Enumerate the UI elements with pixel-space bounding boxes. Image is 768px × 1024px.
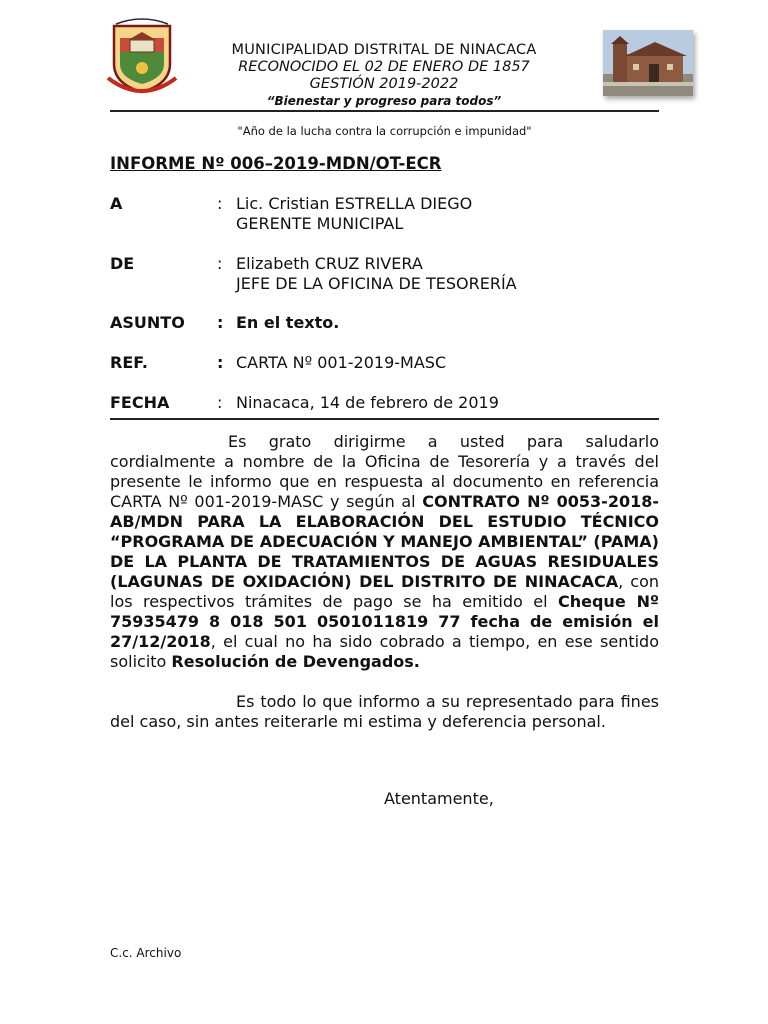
body-text-closing: Es todo lo que informo a su representado para fines del caso, sin antes reiterarle mi estima y deferencia personal. [110, 692, 659, 731]
body-divider [110, 418, 659, 420]
sender-colon: : [217, 254, 223, 273]
sender-position: JEFE DE LA OFICINA DE TESORERÍA [236, 274, 517, 293]
reference-value: CARTA Nº 001-2019-MASC [236, 353, 447, 372]
body-paragraph-1 [110, 432, 659, 672]
cheque-reference: Cheque Nº 75935479 8 018 501 0501011819 77 fecha de emisión el 27/12/2018 [110, 592, 659, 651]
report-title: INFORME Nº 006–2019-MDN/OT-ECR [110, 154, 442, 173]
church-photo [603, 30, 693, 96]
closing: Atentamente, [384, 789, 494, 808]
letterhead [180, 42, 588, 110]
body-text-payment: , con los respectivos trámites de pago se ha emitido el [110, 572, 659, 611]
date-label: FECHA [110, 393, 170, 412]
report-body [110, 432, 659, 732]
carbon-copy: C.c. Archivo [110, 946, 182, 960]
date-value: Ninacaca, 14 de febrero de 2019 [236, 393, 499, 412]
sender-name: Elizabeth CRUZ RIVERA [236, 254, 423, 273]
recognition-date: RECONOCIDO EL 02 DE ENERO DE 1857 [238, 59, 530, 75]
municipal-logo [106, 18, 178, 96]
header-divider [110, 110, 659, 112]
addressee-label: A [110, 194, 123, 213]
addressee-position: GERENTE MUNICIPAL [236, 214, 404, 233]
addressee-name: Lic. Cristian ESTRELLA DIEGO [236, 194, 473, 213]
subject-colon: : [217, 313, 224, 332]
reference-label: REF. [110, 353, 148, 372]
year-motto: "Año de la lucha contra la corrupción e impunidad" [237, 124, 532, 138]
reference-colon: : [217, 353, 224, 372]
municipality-name: MUNICIPALIDAD DISTRITAL DE NINACACA [231, 42, 537, 58]
requested-resolution: Resolución de Devengados. [171, 652, 420, 671]
administration-term: GESTIÓN 2019-2022 [309, 76, 459, 92]
sender-label: DE [110, 254, 135, 273]
body-text-request: , el cual no ha sido cobrado a tiempo, en ese sentido solicito [110, 632, 659, 671]
subject-label: ASUNTO [110, 313, 185, 332]
body-paragraph-2 [110, 692, 659, 732]
slogan: “Bienestar y progreso para todos” [266, 94, 502, 108]
body-text-intro: Es grato dirigirme a usted para saludarlo cordialmente a nombre de la Oficina de Tesorería y a través del presente le informo que en respuesta al documento en referencia CARTA Nº 001-2019-MASC y según al [110, 432, 659, 511]
date-colon: : [217, 393, 223, 412]
contract-reference: CONTRATO Nº 0053-2018-AB/MDN PARA LA ELABORACIÓN DEL ESTUDIO TÉCNICO “PROGRAMA DE ADECUACIÓN Y MANEJO AMBIENTAL” (PAMA) DE LA PLANTA DE TRATAMIENTOS DE AGUAS RESIDUALES (LAGUNAS DE OXIDACIÓN) DEL DISTRITO DE NINACACA [110, 492, 659, 591]
addressee-colon: : [217, 194, 223, 213]
subject-value: En el texto. [236, 313, 340, 332]
